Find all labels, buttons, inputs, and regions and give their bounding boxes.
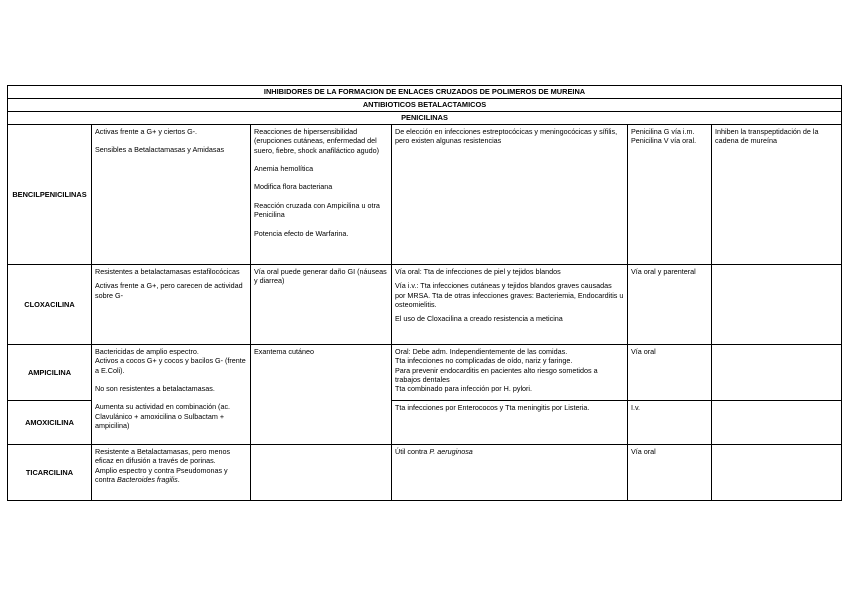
header-row-3 xyxy=(8,112,842,125)
table-row xyxy=(8,125,842,265)
route-cell: Vía oral xyxy=(628,445,712,501)
empty-cell xyxy=(712,445,842,501)
table-title: INHIBIDORES DE LA FORMACION DE ENLACES CRUZADOS DE POLIMEROS DE MUREINA xyxy=(8,86,842,99)
drug-name: BENCILPENICILINAS xyxy=(8,125,92,265)
properties-cell: Bactericidas de amplio espectro. Activos a cocos G+ y cocos y bacilos G- (frente a E.Coli). No son resistentes a betalactamasas. Aumenta su actividad en combinación (ac. Clavulánico + amoxicilina o Sulbactam + ampicilina) xyxy=(92,345,251,445)
empty-cell xyxy=(712,265,842,345)
drug-name: TICARCILINA xyxy=(8,445,92,501)
uses-cell: Oral: Debe adm. Independientemente de las comidas. Tta infecciones no complicadas de oído, nariz y faringe. Para prevenir endocarditis en pacientes alto riesgo sometidos a trabajos dentales Tta combinado para infección por H. pylori. xyxy=(392,345,628,401)
empty-cell xyxy=(712,401,842,445)
properties-cell: Resistentes a betalactamasas estafilocócicas Activas frente a G+, pero carecen de actividad sobre G- xyxy=(92,265,251,345)
uses-cell: De elección en infecciones estreptocócicas y meningocócicas y sífilis, pero existen algunas resistencias xyxy=(392,125,628,265)
header-row-1 xyxy=(8,86,842,99)
drug-name: AMOXICILINA xyxy=(8,401,92,445)
table-row xyxy=(8,445,842,501)
route-cell: Vía oral y parenteral xyxy=(628,265,712,345)
empty-cell xyxy=(712,345,842,401)
header-row-2 xyxy=(8,99,842,112)
table-row xyxy=(8,265,842,345)
uses-cell: Tta infecciones por Enterococos y Tta meningitis por Listeria. xyxy=(392,401,628,445)
properties-cell: Resistente a Betalactamasas, pero menos eficaz en difusión a través de porinas. Amplio espectro y contra Pseudomonas y contra Bacteroides fragilis. xyxy=(92,445,251,501)
adverse-effects-cell xyxy=(251,445,392,501)
adverse-effects-cell: Reacciones de hipersensibilidad (erupciones cutáneas, enfermedad del suero, fiebre, shock anafiláctico agudo) Anemia hemolítica Modifica flora bacteriana Reacción cruzada con Ampicilina u otra Penicilina Potencia efecto de Warfarina. xyxy=(251,125,392,265)
adverse-effects-cell: Vía oral puede generar daño GI (náuseas y diarrea) xyxy=(251,265,392,345)
adverse-effects-cell: Exantema cutáneo xyxy=(251,345,392,445)
table-row xyxy=(8,345,842,401)
uses-cell: Vía oral: Tta de infecciones de piel y tejidos blandos Vía i.v.: Tta infecciones cutáneas y tejidos blandos graves causadas por MRSA. Tta de otras infecciones graves: Bacteriemia, Endocarditis u osteomielitis. El uso de Cloxacilina a creado resistencia a meticina xyxy=(392,265,628,345)
uses-cell: Útil contra P. aeruginosa xyxy=(392,445,628,501)
route-cell: I.v. xyxy=(628,401,712,445)
route-cell: Vía oral xyxy=(628,345,712,401)
drug-name: AMPICILINA xyxy=(8,345,92,401)
table-section-title: PENICILINAS xyxy=(8,112,842,125)
penicillin-table xyxy=(7,85,842,501)
route-cell: Penicilina G vía i.m. Penicilina V vía oral. xyxy=(628,125,712,265)
table-subtitle: ANTIBIOTICOS BETALACTAMICOS xyxy=(8,99,842,112)
mechanism-cell: Inhiben la transpeptidación de la cadena de mureína xyxy=(712,125,842,265)
properties-cell: Activas frente a G+ y ciertos G-. Sensibles a Betalactamasas y Amidasas xyxy=(92,125,251,265)
drug-name: CLOXACILINA xyxy=(8,265,92,345)
